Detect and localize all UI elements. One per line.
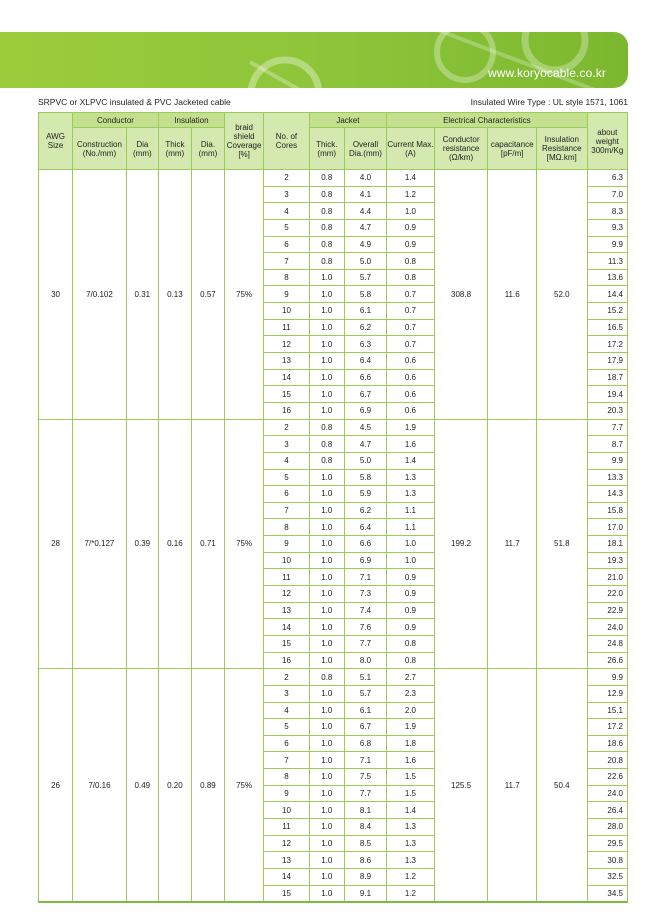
current-cell: 0.9 [387, 569, 435, 586]
jacket-thick-cell: 1.0 [309, 353, 344, 370]
awg-cell: 26 [39, 669, 73, 902]
current-cell: 1.5 [387, 769, 435, 786]
cores-cell: 4 [264, 702, 309, 719]
header-electrical: Electrical Characteristics [387, 113, 587, 128]
jacket-dia-cell: 6.8 [344, 735, 386, 752]
current-cell: 1.2 [387, 868, 435, 885]
weight-cell: 6.3 [587, 170, 627, 187]
weight-cell: 32.5 [587, 868, 627, 885]
header-capacitance: capacitance [pF/m] [488, 128, 537, 170]
weight-cell: 24.0 [587, 785, 627, 802]
weight-cell: 13.3 [587, 469, 627, 486]
jacket-dia-cell: 4.0 [344, 170, 386, 187]
cores-cell: 10 [264, 802, 309, 819]
current-cell: 2.3 [387, 685, 435, 702]
conductor-dia-cell: 0.39 [126, 419, 158, 669]
weight-cell: 17.2 [587, 719, 627, 736]
weight-cell: 14.4 [587, 286, 627, 303]
weight-cell: 26.6 [587, 652, 627, 669]
current-cell: 1.4 [387, 802, 435, 819]
jacket-dia-cell: 6.1 [344, 303, 386, 320]
weight-cell: 17.0 [587, 519, 627, 536]
jacket-dia-cell: 7.7 [344, 635, 386, 652]
weight-cell: 7.7 [587, 419, 627, 436]
cores-cell: 16 [264, 652, 309, 669]
header-jacket-thick: Thick. (mm) [309, 128, 344, 170]
jacket-thick-cell: 0.8 [309, 452, 344, 469]
weight-cell: 15.8 [587, 502, 627, 519]
weight-cell: 22.0 [587, 586, 627, 603]
weight-cell: 9.9 [587, 452, 627, 469]
jacket-dia-cell: 5.7 [344, 685, 386, 702]
cores-cell: 15 [264, 635, 309, 652]
cores-cell: 16 [264, 402, 309, 419]
current-cell: 0.9 [387, 236, 435, 253]
jacket-thick-cell: 0.8 [309, 236, 344, 253]
jacket-thick-cell: 1.0 [309, 486, 344, 503]
header-conductor-dia: Dia (mm) [126, 128, 158, 170]
weight-cell: 8.7 [587, 436, 627, 453]
weight-cell: 30.8 [587, 852, 627, 869]
jacket-thick-cell: 1.0 [309, 586, 344, 603]
weight-cell: 15.1 [587, 702, 627, 719]
current-cell: 0.8 [387, 269, 435, 286]
jacket-thick-cell: 1.0 [309, 569, 344, 586]
cores-cell: 2 [264, 669, 309, 686]
current-cell: 0.6 [387, 386, 435, 403]
current-cell: 0.9 [387, 219, 435, 236]
jacket-thick-cell: 1.0 [309, 303, 344, 320]
weight-cell: 7.0 [587, 186, 627, 203]
cores-cell: 11 [264, 818, 309, 835]
jacket-thick-cell: 1.0 [309, 769, 344, 786]
cores-cell: 9 [264, 536, 309, 553]
cores-cell: 9 [264, 286, 309, 303]
jacket-thick-cell: 1.0 [309, 868, 344, 885]
jacket-thick-cell: 0.8 [309, 170, 344, 187]
jacket-dia-cell: 8.5 [344, 835, 386, 852]
jacket-dia-cell: 8.9 [344, 868, 386, 885]
cores-cell: 10 [264, 552, 309, 569]
weight-cell: 22.9 [587, 602, 627, 619]
weight-cell: 20.8 [587, 752, 627, 769]
conductor-dia-cell: 0.31 [126, 170, 158, 420]
weight-cell: 18.6 [587, 735, 627, 752]
weight-cell: 19.3 [587, 552, 627, 569]
header-current: Current Max.(A) [387, 128, 435, 170]
cable-description: SRPVC or XLPVC insulated & PVC Jacketed cable [38, 97, 231, 107]
jacket-dia-cell: 7.1 [344, 752, 386, 769]
cores-cell: 12 [264, 835, 309, 852]
cores-cell: 8 [264, 769, 309, 786]
jacket-thick-cell: 0.8 [309, 253, 344, 270]
weight-cell: 34.5 [587, 885, 627, 902]
jacket-thick-cell: 1.0 [309, 652, 344, 669]
cores-cell: 10 [264, 303, 309, 320]
weight-cell: 14.3 [587, 486, 627, 503]
cores-cell: 8 [264, 519, 309, 536]
current-cell: 1.6 [387, 752, 435, 769]
current-cell: 1.3 [387, 835, 435, 852]
jacket-thick-cell: 1.0 [309, 685, 344, 702]
jacket-thick-cell: 1.0 [309, 885, 344, 902]
jacket-thick-cell: 1.0 [309, 735, 344, 752]
insulation-resistance-cell: 51.8 [536, 419, 587, 669]
cores-cell: 14 [264, 868, 309, 885]
cores-cell: 7 [264, 502, 309, 519]
wire-type-label: Insulated Wire Type : UL style 1571, 1061 [470, 97, 628, 107]
weight-cell: 17.2 [587, 336, 627, 353]
current-cell: 1.4 [387, 170, 435, 187]
jacket-thick-cell: 1.0 [309, 386, 344, 403]
cores-cell: 6 [264, 735, 309, 752]
current-cell: 1.3 [387, 469, 435, 486]
table-row [39, 170, 628, 187]
insulation-resistance-cell: 50.4 [536, 669, 587, 902]
current-cell: 0.7 [387, 336, 435, 353]
header-banner [0, 32, 628, 88]
table-row [39, 419, 628, 436]
weight-cell: 13.6 [587, 269, 627, 286]
jacket-thick-cell: 1.0 [309, 536, 344, 553]
cores-cell: 8 [264, 269, 309, 286]
jacket-dia-cell: 7.6 [344, 619, 386, 636]
construction-cell: 7/0.16 [73, 669, 127, 902]
jacket-dia-cell: 4.7 [344, 436, 386, 453]
capacitance-cell: 11.7 [488, 669, 537, 902]
jacket-thick-cell: 1.0 [309, 502, 344, 519]
jacket-dia-cell: 4.1 [344, 186, 386, 203]
jacket-thick-cell: 1.0 [309, 702, 344, 719]
cores-cell: 5 [264, 469, 309, 486]
header-conductor: Conductor [73, 113, 159, 128]
jacket-dia-cell: 5.0 [344, 452, 386, 469]
cores-cell: 6 [264, 236, 309, 253]
conductor-dia-cell: 0.49 [126, 669, 158, 902]
header-awg: AWG Size [39, 113, 73, 170]
jacket-thick-cell: 1.0 [309, 835, 344, 852]
cores-cell: 2 [264, 419, 309, 436]
cores-cell: 15 [264, 386, 309, 403]
current-cell: 1.9 [387, 719, 435, 736]
jacket-thick-cell: 1.0 [309, 336, 344, 353]
header-insulation-dia: Dia. (mm) [191, 128, 224, 170]
jacket-thick-cell: 1.0 [309, 369, 344, 386]
insulation-thick-cell: 0.16 [158, 419, 191, 669]
cores-cell: 11 [264, 569, 309, 586]
jacket-dia-cell: 7.3 [344, 586, 386, 603]
current-cell: 1.2 [387, 885, 435, 902]
weight-cell: 26.4 [587, 802, 627, 819]
cores-cell: 13 [264, 852, 309, 869]
cores-cell: 14 [264, 619, 309, 636]
current-cell: 1.3 [387, 818, 435, 835]
jacket-thick-cell: 1.0 [309, 602, 344, 619]
insulation-dia-cell: 0.71 [191, 419, 224, 669]
jacket-dia-cell: 6.4 [344, 519, 386, 536]
header-cores: No. of Cores [264, 113, 309, 170]
header-insulation: Insulation [158, 113, 224, 128]
jacket-thick-cell: 0.8 [309, 419, 344, 436]
cores-cell: 13 [264, 602, 309, 619]
cores-cell: 13 [264, 353, 309, 370]
jacket-thick-cell: 1.0 [309, 818, 344, 835]
weight-cell: 16.5 [587, 319, 627, 336]
awg-cell: 30 [39, 170, 73, 420]
jacket-thick-cell: 1.0 [309, 519, 344, 536]
jacket-thick-cell: 1.0 [309, 752, 344, 769]
jacket-dia-cell: 4.5 [344, 419, 386, 436]
jacket-thick-cell: 1.0 [309, 852, 344, 869]
jacket-dia-cell: 7.1 [344, 569, 386, 586]
resistance-cell: 199.2 [434, 419, 488, 669]
jacket-dia-cell: 6.2 [344, 502, 386, 519]
current-cell: 0.6 [387, 402, 435, 419]
current-cell: 1.9 [387, 419, 435, 436]
website-link[interactable]: www.koryocable.co.kr [487, 66, 606, 80]
current-cell: 2.0 [387, 702, 435, 719]
table-body [39, 170, 628, 902]
specification-table [38, 112, 628, 902]
jacket-thick-cell: 1.0 [309, 319, 344, 336]
table-row [39, 669, 628, 686]
jacket-thick-cell: 1.0 [309, 635, 344, 652]
jacket-thick-cell: 1.0 [309, 469, 344, 486]
capacitance-cell: 11.7 [488, 419, 537, 669]
capacitance-cell: 11.6 [488, 170, 537, 420]
weight-cell: 20.3 [587, 402, 627, 419]
weight-cell: 17.9 [587, 353, 627, 370]
jacket-dia-cell: 5.8 [344, 286, 386, 303]
header-jacket: Jacket [309, 113, 386, 128]
jacket-thick-cell: 1.0 [309, 619, 344, 636]
current-cell: 0.8 [387, 635, 435, 652]
jacket-thick-cell: 1.0 [309, 785, 344, 802]
jacket-thick-cell: 0.8 [309, 186, 344, 203]
insulation-resistance-cell: 52.0 [536, 170, 587, 420]
current-cell: 0.7 [387, 319, 435, 336]
weight-cell: 9.3 [587, 219, 627, 236]
jacket-dia-cell: 4.7 [344, 219, 386, 236]
cores-cell: 11 [264, 319, 309, 336]
cores-cell: 3 [264, 436, 309, 453]
header-braid: braid shield Coverage [%] [224, 113, 263, 170]
cores-cell: 3 [264, 685, 309, 702]
current-cell: 1.3 [387, 486, 435, 503]
insulation-thick-cell: 0.13 [158, 170, 191, 420]
jacket-thick-cell: 1.0 [309, 286, 344, 303]
cores-cell: 5 [264, 219, 309, 236]
construction-cell: 7/0.102 [73, 170, 127, 420]
current-cell: 0.6 [387, 353, 435, 370]
jacket-dia-cell: 6.7 [344, 719, 386, 736]
weight-cell: 29.5 [587, 835, 627, 852]
cores-cell: 12 [264, 336, 309, 353]
current-cell: 0.9 [387, 602, 435, 619]
cores-cell: 14 [264, 369, 309, 386]
jacket-dia-cell: 6.6 [344, 536, 386, 553]
jacket-dia-cell: 8.6 [344, 852, 386, 869]
insulation-thick-cell: 0.20 [158, 669, 191, 902]
resistance-cell: 125.5 [434, 669, 488, 902]
jacket-dia-cell: 5.9 [344, 486, 386, 503]
weight-cell: 11.3 [587, 253, 627, 270]
current-cell: 1.8 [387, 735, 435, 752]
awg-cell: 28 [39, 419, 73, 669]
jacket-dia-cell: 6.9 [344, 402, 386, 419]
current-cell: 1.0 [387, 203, 435, 220]
jacket-thick-cell: 0.8 [309, 203, 344, 220]
weight-cell: 22.6 [587, 769, 627, 786]
current-cell: 0.7 [387, 303, 435, 320]
weight-cell: 21.0 [587, 569, 627, 586]
header-resistance: Conductor resistance (Ω/km) [434, 128, 488, 170]
jacket-dia-cell: 7.5 [344, 769, 386, 786]
jacket-thick-cell: 1.0 [309, 402, 344, 419]
insulation-dia-cell: 0.57 [191, 170, 224, 420]
jacket-dia-cell: 4.4 [344, 203, 386, 220]
cores-cell: 7 [264, 253, 309, 270]
cores-cell: 4 [264, 452, 309, 469]
jacket-dia-cell: 5.0 [344, 253, 386, 270]
jacket-dia-cell: 6.6 [344, 369, 386, 386]
current-cell: 0.6 [387, 369, 435, 386]
jacket-dia-cell: 8.4 [344, 818, 386, 835]
current-cell: 0.7 [387, 286, 435, 303]
cores-cell: 5 [264, 719, 309, 736]
jacket-thick-cell: 1.0 [309, 269, 344, 286]
current-cell: 1.0 [387, 536, 435, 553]
current-cell: 1.1 [387, 502, 435, 519]
weight-cell: 18.7 [587, 369, 627, 386]
weight-cell: 15.2 [587, 303, 627, 320]
jacket-dia-cell: 7.4 [344, 602, 386, 619]
weight-cell: 9.9 [587, 236, 627, 253]
current-cell: 0.8 [387, 253, 435, 270]
braid-cell: 75% [224, 170, 263, 420]
jacket-dia-cell: 7.7 [344, 785, 386, 802]
jacket-thick-cell: 1.0 [309, 719, 344, 736]
jacket-thick-cell: 1.0 [309, 802, 344, 819]
cores-cell: 9 [264, 785, 309, 802]
header-construction: Construction (No./mm) [73, 128, 127, 170]
jacket-thick-cell: 0.8 [309, 219, 344, 236]
header-jacket-dia: Overall Dia.(mm) [344, 128, 386, 170]
jacket-dia-cell: 8.0 [344, 652, 386, 669]
weight-cell: 8.3 [587, 203, 627, 220]
jacket-dia-cell: 6.9 [344, 552, 386, 569]
braid-cell: 75% [224, 669, 263, 902]
jacket-thick-cell: 0.8 [309, 669, 344, 686]
cores-cell: 4 [264, 203, 309, 220]
current-cell: 1.0 [387, 552, 435, 569]
jacket-dia-cell: 6.2 [344, 319, 386, 336]
jacket-dia-cell: 5.1 [344, 669, 386, 686]
cores-cell: 2 [264, 170, 309, 187]
weight-cell: 28.0 [587, 818, 627, 835]
current-cell: 1.4 [387, 452, 435, 469]
jacket-dia-cell: 8.1 [344, 802, 386, 819]
weight-cell: 19.4 [587, 386, 627, 403]
insulation-dia-cell: 0.89 [191, 669, 224, 902]
jacket-dia-cell: 6.1 [344, 702, 386, 719]
braid-cell: 75% [224, 419, 263, 669]
weight-cell: 18.1 [587, 536, 627, 553]
current-cell: 1.5 [387, 785, 435, 802]
current-cell: 0.8 [387, 652, 435, 669]
jacket-thick-cell: 0.8 [309, 436, 344, 453]
jacket-dia-cell: 4.9 [344, 236, 386, 253]
header-weight: about weight 300m/Kg [587, 113, 627, 170]
construction-cell: 7/*0.127 [73, 419, 127, 669]
weight-cell: 12.9 [587, 685, 627, 702]
cores-cell: 15 [264, 885, 309, 902]
current-cell: 1.2 [387, 186, 435, 203]
jacket-dia-cell: 5.7 [344, 269, 386, 286]
weight-cell: 9.9 [587, 669, 627, 686]
header-insulation-resistance: Insulation Resistance [MΩ.km] [536, 128, 587, 170]
resistance-cell: 308.8 [434, 170, 488, 420]
jacket-dia-cell: 9.1 [344, 885, 386, 902]
jacket-dia-cell: 6.3 [344, 336, 386, 353]
cores-cell: 3 [264, 186, 309, 203]
bottom-rule [38, 901, 628, 903]
current-cell: 2.7 [387, 669, 435, 686]
jacket-dia-cell: 6.4 [344, 353, 386, 370]
jacket-dia-cell: 6.7 [344, 386, 386, 403]
weight-cell: 24.8 [587, 635, 627, 652]
jacket-dia-cell: 5.8 [344, 469, 386, 486]
current-cell: 1.6 [387, 436, 435, 453]
cores-cell: 7 [264, 752, 309, 769]
weight-cell: 24.0 [587, 619, 627, 636]
current-cell: 0.9 [387, 586, 435, 603]
current-cell: 1.1 [387, 519, 435, 536]
jacket-thick-cell: 1.0 [309, 552, 344, 569]
cores-cell: 12 [264, 586, 309, 603]
current-cell: 1.3 [387, 852, 435, 869]
current-cell: 0.9 [387, 619, 435, 636]
header-insulation-thick: Thick (mm) [158, 128, 191, 170]
cores-cell: 6 [264, 486, 309, 503]
